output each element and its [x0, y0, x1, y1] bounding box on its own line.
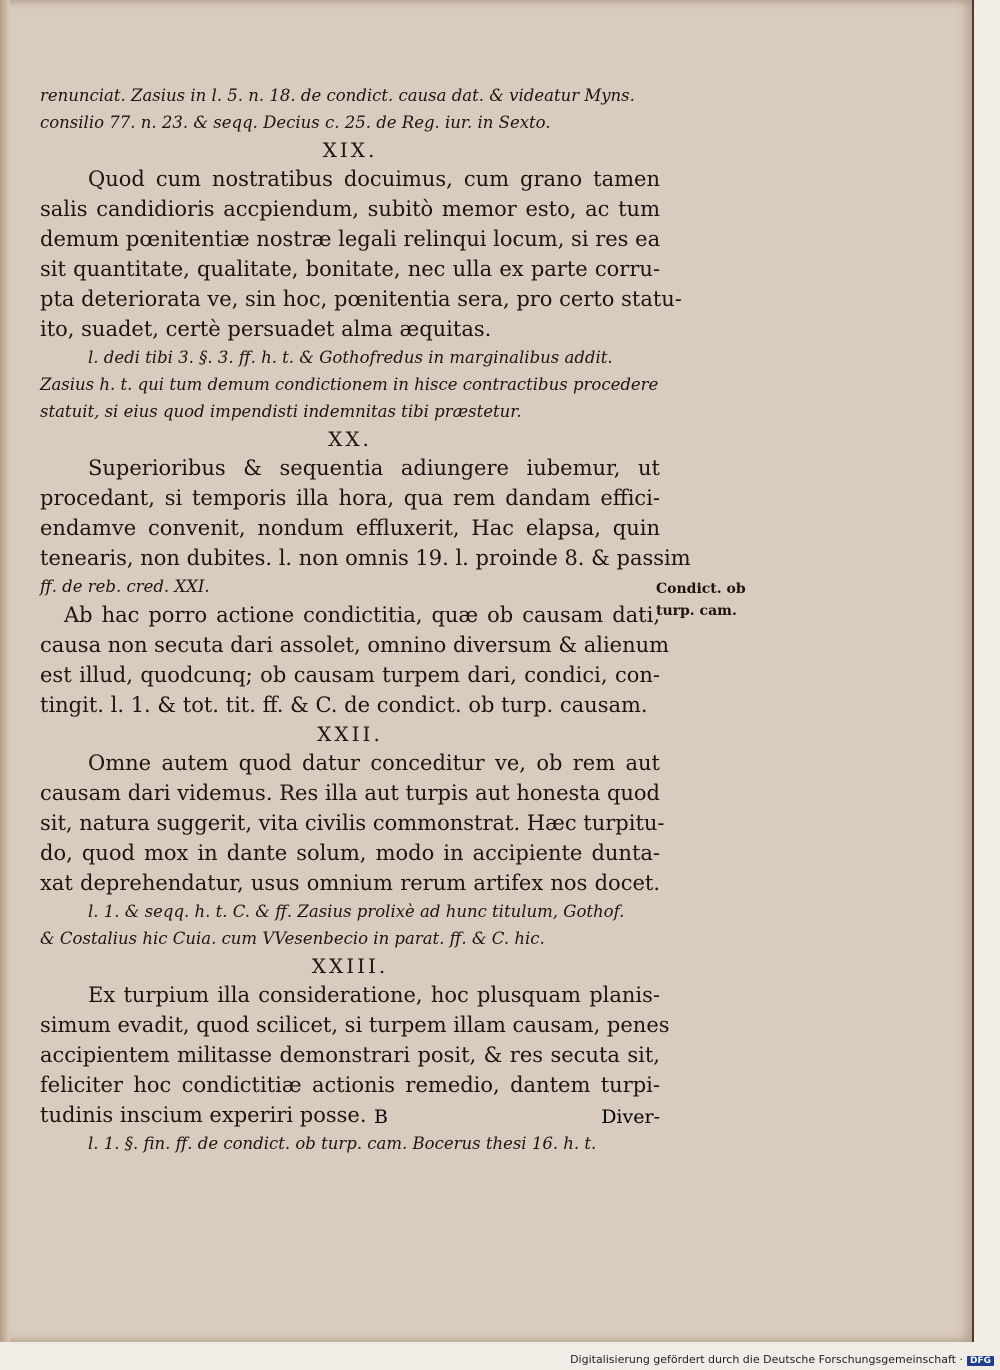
reference-line: l. 1. & seqq. h. t. C. & ff. Zasius prolixè ad hunc titulum, Gothof. — [88, 902, 625, 921]
reference-line: renunciat. Zasius in l. 5. n. 18. de condict. causa dat. & videatur Myns. — [40, 86, 635, 105]
text-line: causa non secuta dari assolet, omnino diversum & alienum — [40, 633, 670, 657]
reference-line: l. dedi tibi 3. §. 3. ff. h. t. & Gothofredus in marginalibus addit. — [88, 348, 613, 367]
text-line: est illud, quodcunq; ob causam turpem dari, condici, con- — [40, 663, 660, 687]
section-heading: XIX. — [322, 138, 378, 162]
text-line: Ab hac porro actione condictitia, quæ ob causam dati, — [64, 603, 660, 627]
text-line: simum evadit, quod scilicet, si turpem illam causam, penes — [40, 1013, 670, 1037]
text-line: do, quod mox in dante solum, modo in accipiente dunta- — [40, 841, 660, 865]
text-line: tudinis inscium experiri posse. — [40, 1103, 367, 1127]
text-line: feliciter hoc condictitiæ actionis remedio, dantem turpi- — [40, 1073, 660, 1097]
digitization-credit — [570, 1353, 994, 1366]
reference-line: consilio 77. n. 23. & seqq. Decius c. 25. de Reg. iur. in Sexto. — [40, 113, 551, 132]
text-line: tingit. l. 1. & tot. tit. ff. & C. de condict. ob turp. causam. — [40, 693, 648, 717]
reference-line: Zasius h. t. qui tum demum condictionem in hisce contractibus procedere — [40, 375, 659, 394]
text-line: Quod cum nostratibus docuimus, cum grano tamen — [88, 167, 660, 191]
text-line: endamve convenit, nondum effluxerit, Hac elapsa, quin — [40, 516, 660, 540]
section-heading: XXIII. — [311, 954, 389, 978]
text-line: sit quantitate, qualitate, bonitate, nec ulla ex parte corru- — [40, 257, 660, 281]
text-line: xat deprehendatur, usus omnium rerum artifex nos docet. — [40, 871, 660, 895]
page-binding-shadow — [0, 0, 10, 1342]
page-footer-row — [40, 1106, 660, 1136]
main-text-block — [40, 82, 691, 1157]
section-heading: XX. — [328, 427, 372, 451]
dfg-logo: DFG — [967, 1356, 994, 1366]
text-line: sit, natura suggerit, vita civilis commonstrat. Hæc turpitu- — [40, 811, 665, 835]
reference-line: ff. de reb. cred. XXI. — [40, 577, 210, 596]
text-line: demum pœnitentiæ nostræ legali relinqui locum, si res ea — [40, 227, 661, 251]
reference-line: l. 1. §. fin. ff. de condict. ob turp. cam. Bocerus thesi 16. h. t. — [88, 1134, 597, 1153]
catchword: Diver- — [601, 1106, 660, 1128]
text-line: Superioribus & sequentia adiungere iubemur, ut — [88, 456, 660, 480]
credit-text: Digitalisierung gefördert durch die Deutsche Forschungsgemeinschaft · — [570, 1353, 963, 1366]
text-line: Omne autem quod datur conceditur ve, ob rem aut — [88, 751, 660, 775]
text-line: salis candidioris accpiendum, subitò memor esto, ac tum — [40, 197, 660, 221]
signature-mark: B — [374, 1106, 388, 1128]
margin-note-line: Condict. ob — [656, 581, 746, 597]
margin-note — [656, 578, 766, 622]
text-line: procedant, si temporis illa hora, qua rem dandam effici- — [40, 486, 660, 510]
section-heading: XXII. — [317, 722, 383, 746]
text-line: tenearis, non dubites. l. non omnis 19. l. proinde 8. & passim — [40, 546, 691, 570]
text-line: Ex turpium illa consideratione, hoc plusquam planis- — [88, 983, 660, 1007]
reference-line: & Costalius hic Cuia. cum VVesenbecio in parat. ff. & C. hic. — [40, 929, 545, 948]
text-line: pta deteriorata ve, sin hoc, pœnitentia sera, pro certo statu- — [40, 287, 682, 311]
text-line: ito, suadet, certè persuadet alma æquitas. — [40, 317, 492, 341]
reference-line: statuit, si eius quod impendisti indemnitas tibi præstetur. — [40, 402, 522, 421]
margin-note-line: turp. cam. — [656, 603, 737, 619]
text-line: causam dari videmus. Res illa aut turpis aut honesta quod — [40, 781, 660, 805]
text-line: accipientem militasse demonstrari posit, & res secuta sit, — [40, 1043, 660, 1067]
